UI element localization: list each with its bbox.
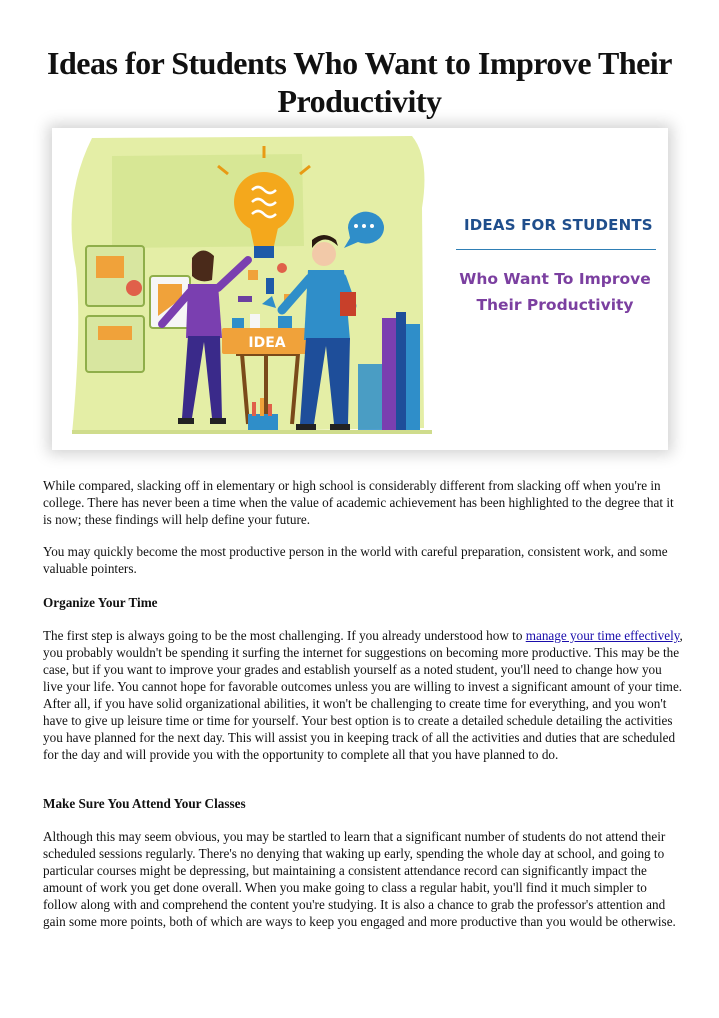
section-heading-organize-time: Organize Your Time — [43, 595, 158, 610]
attend-classes-paragraph: Although this may seem obvious, you may be startled to learn that a significant number of students do not attend their scheduled sessions regularly. There's no denying that waking up early, spending the whole day at school, and going to particular courses might be depressing, but maintaining a consistent attendance record can significantly impact the amount of work you get done overall. When you make going to class a regular habit, you'll find it much simpler to follow along with and comprehend the content you're studying. It is also a chance to grab the professor's attention and gain some more points, both of which are ways to keep you engaged and more productive than you would be otherwise. — [43, 829, 676, 929]
organize-time-paragraph — [43, 627, 683, 763]
organize-text-start: The first step is always going to be the most challenging. If you already understood how to — [43, 628, 526, 643]
idea-sign-text: IDEA — [248, 335, 286, 351]
hero-divider — [456, 249, 656, 250]
manage-time-link[interactable]: manage your time effectively — [525, 628, 680, 643]
organize-text-end: , you probably wouldn't be spending it surfing the internet for suggestions on becoming more productive. This may be the case, but if you want to improve your grades and establish yourself as a noted student, you'll need to change how you live your life. You cannot hope for favorable outcomes unless you are willing to invest a significant amount of your time. After all, if you have solid organizational abilities, it won't be challenging to create time for everything, and you won't have to give up leisure time or time for yourself. Your best option is to create a detailed schedule detailing the activities you have planned for the next day. This will assist you in keeping track of all the activities and duties that are scheduled for the day and will provide you with the opportunity to complete all that you have planned to do. — [43, 628, 683, 762]
intro-paragraph: While compared, slacking off in elementary or high school is considerably different from slacking off when you're in college. There has never been a time when the value of academic achievement has been highlighted to the degree that it is now; these findings will help define your future. — [43, 478, 674, 527]
hero-illustration — [52, 128, 668, 450]
hero-subheading: Who Want To Improve Their Productivity — [459, 270, 651, 314]
productivity-paragraph: You may quickly become the most productive person in the world with careful preparation, consistent work, and some valuable pointers. — [43, 544, 668, 576]
page-title: Ideas for Students Who Want to Improve Their Productivity — [47, 45, 672, 119]
hero-heading: IDEAS FOR STUDENTS — [464, 216, 653, 234]
section-heading-attend-classes: Make Sure You Attend Your Classes — [43, 796, 246, 811]
